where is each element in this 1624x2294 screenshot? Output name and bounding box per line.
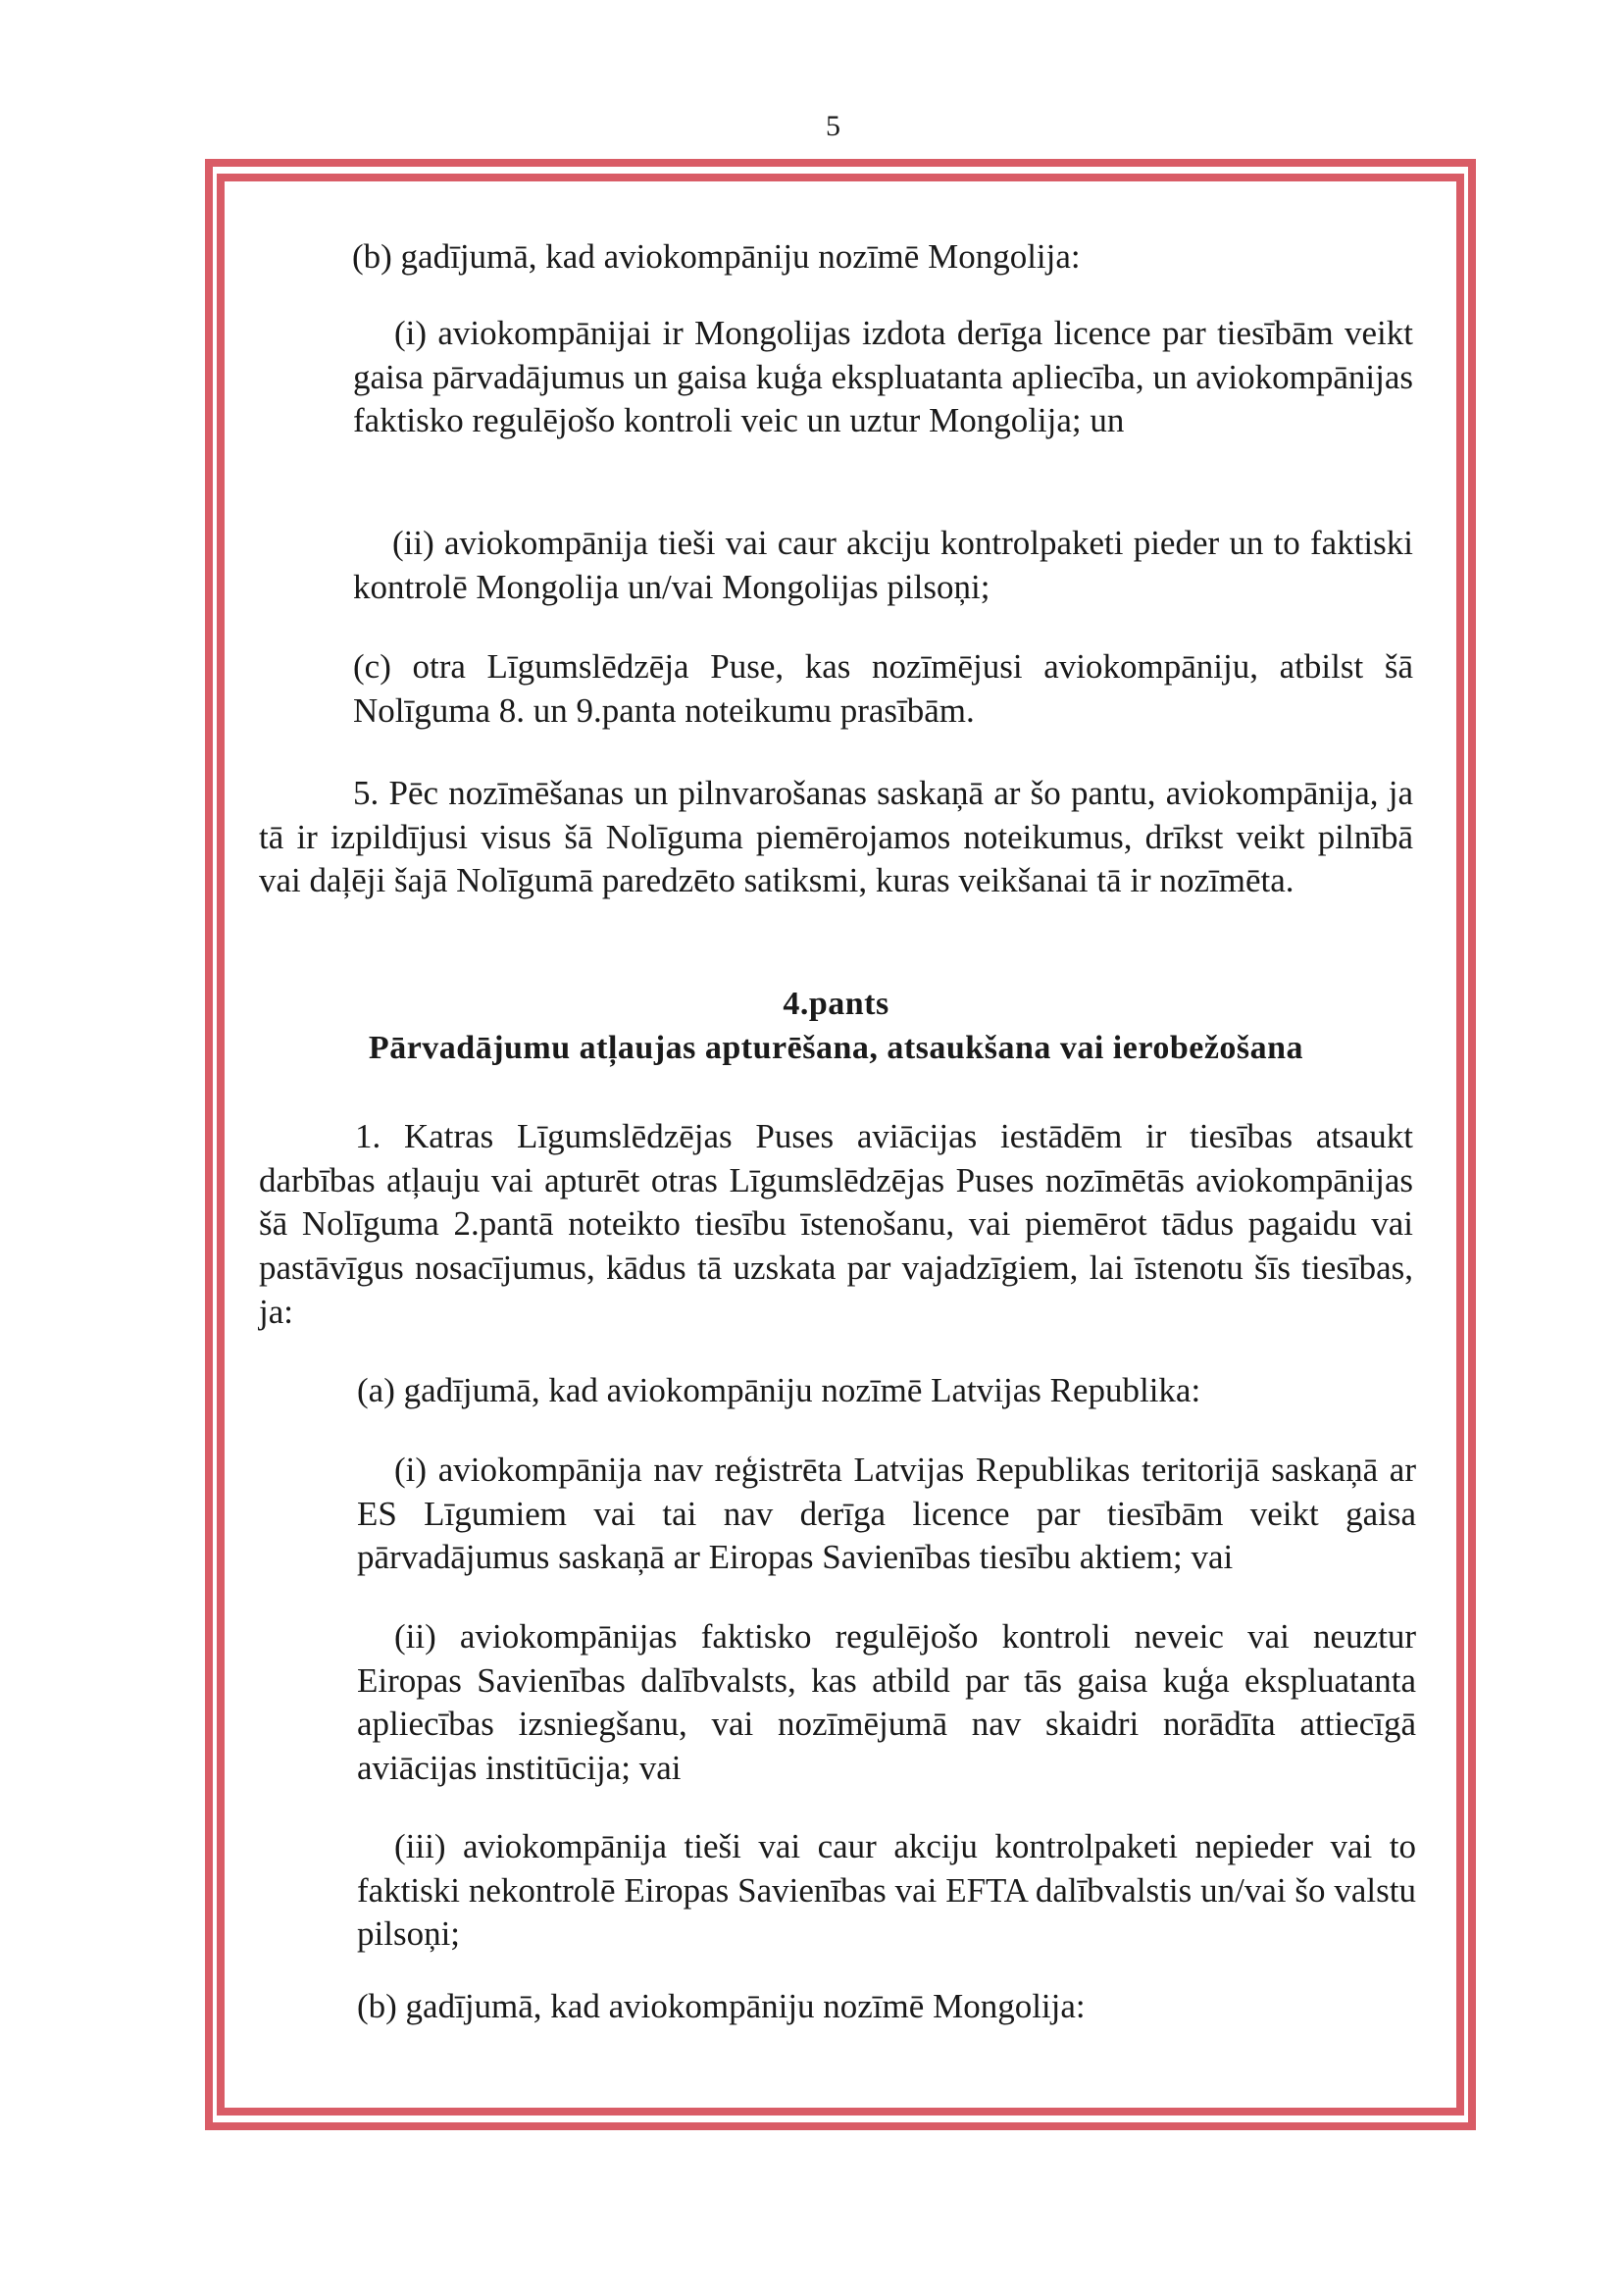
article-title: Pārvadājumu atļaujas apturēšana, atsaukšana vai ierobežošana bbox=[368, 1030, 1304, 1066]
article-paragraph-1: 1. Katras Līgumslēdzējas Puses aviācijas iestādēm ir tiesības atsaukt darbības atļauju vai apturēt otras Līgumslēdzējas Puses nozīmētās aviokompānijas šā Nolīguma 2.pantā noteikto tiesību īstenošanu, vai piemērot tādus pagaidu vai pastāvīgus nosacījumus, kādus tā uzskata par vajadzīgiem, lai īstenotu šīs tiesības, ja: bbox=[259, 1117, 1413, 1331]
paragraph-i: (i) aviokompānijai ir Mongolijas izdota derīga licence par tiesībām veikt gaisa pārvadājumus un gaisa kuģa ekspluatanta apliecība, un aviokompānijas faktisko regulējošo kontroli veic un uztur Mongolija; un bbox=[353, 314, 1413, 440]
article-number: 4.pants bbox=[783, 986, 889, 1022]
paragraph-a-ii: (ii) aviokompānijas faktisko regulējošo kontroli neveic vai neuztur Eiropas Savienības dalībvalsts, kas atbild par tās gaisa kuģa ekspluatanta apliecības izsniegšanu, vai nozīmējumā nav skaidri norādīta attiecīgā aviācijas institūcija; vai bbox=[357, 1617, 1416, 1788]
paragraph-b-mongolia-2: (b) gadījumā, kad aviokompāniju nozīmē Mongolija: bbox=[357, 1987, 1086, 2025]
paragraph-a-iii: (iii) aviokompānija tieši vai caur akciju kontrolpaketi nepieder vai to faktiski nekontrolē Eiropas Savienības vai EFTA dalībvalstis un/vai šo valstu pilsoņi; bbox=[357, 1827, 1416, 1954]
paragraph-b-mongolia: (b) gadījumā, kad aviokompāniju nozīmē Mongolija: bbox=[352, 237, 1081, 276]
paragraph-c: (c) otra Līgumslēdzēja Puse, kas nozīmējusi aviokompāniju, atbilst šā Nolīguma 8. un 9.panta noteikumu prasībām. bbox=[353, 647, 1413, 730]
paragraph-ii: (ii) aviokompānija tieši vai caur akciju kontrolpaketi pieder un to faktiski kontrolē Mongolija un/vai Mongolijas pilsoņi; bbox=[353, 524, 1413, 606]
paragraph-5: 5. Pēc nozīmēšanas un pilnvarošanas saskaņā ar šo pantu, aviokompānija, ja tā ir izpildījusi visus šā Nolīguma piemērojamos noteikumus, drīkst veikt pilnībā vai daļēji šajā Nolīgumā paredzēto satiksmi, kuras veikšanai tā ir nozīmēta. bbox=[259, 774, 1413, 900]
paragraph-a-i: (i) aviokompānija nav reģistrēta Latvijas Republikas teritorijā saskaņā ar ES Līgumiem vai tai nav derīga licence par tiesībām veikt gaisa pārvadājumus saskaņā ar Eiropas Savienības tiesību aktiem; vai bbox=[357, 1451, 1416, 1577]
page-number: 5 bbox=[826, 110, 840, 142]
paragraph-a-latvia: (a) gadījumā, kad aviokompāniju nozīmē Latvijas Republika: bbox=[357, 1371, 1201, 1409]
